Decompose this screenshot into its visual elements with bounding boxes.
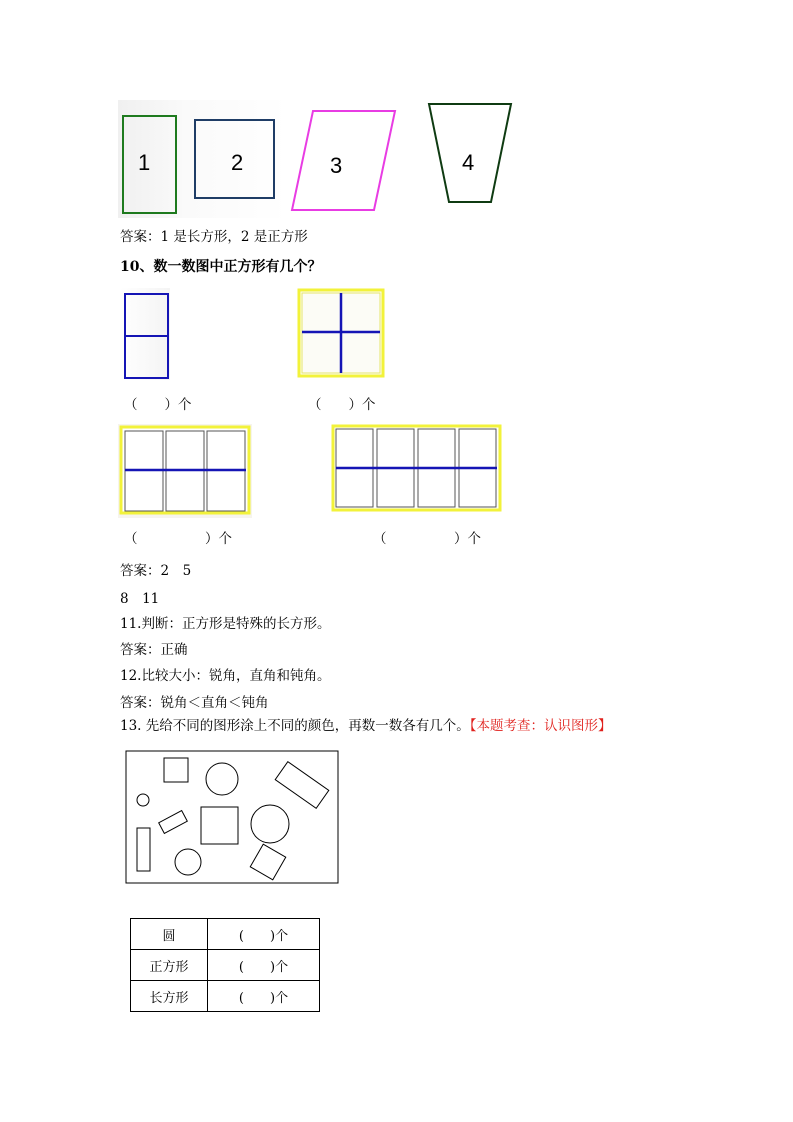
table-row [131,950,320,981]
small-square [164,758,188,782]
q11-answer: 答案：正确 [120,642,188,658]
table-row [131,981,320,1012]
q10-blank-c[interactable]: （ ）个 [124,531,232,547]
table-row [131,919,320,950]
q11-question: 11.判断：正方形是特殊的长方形。 [120,616,331,632]
q12-question: 12.比较大小：锐角，直角和钝角。 [120,668,331,684]
shape-3-parallelogram [292,111,395,210]
q9-shapes [118,98,538,218]
shape-name-cell: 长方形 [131,981,208,1012]
tilted-rectangle-large [275,762,329,809]
q10-figure-b [297,288,387,378]
q9-figure [118,98,538,218]
count-blank-cell[interactable]: ( )个 [208,950,320,981]
count-blank-cell[interactable]: ( )个 [208,919,320,950]
q10-figure-d [331,424,503,514]
circle-bottom [175,849,201,875]
q13-count-table [130,918,320,1012]
q10-blank-d[interactable]: （ ）个 [373,531,481,547]
circle-right [251,805,289,843]
circle-small [137,794,149,806]
tilted-square [250,844,286,880]
tilted-rectangle-small [159,811,188,834]
q10-title: 10、数一数图中正方形有几个？ [120,259,322,275]
shape-4-label: 4 [462,150,475,175]
q10-figure-a [124,292,174,382]
shape-name-cell: 正方形 [131,950,208,981]
q10-blank-a[interactable]: （ ）个 [124,397,192,413]
q13-shapes-figure [125,750,340,885]
q12-answer: 答案：锐角＜直角＜钝角 [120,695,269,711]
q10-answer-line2: 8 11 [120,591,160,607]
count-blank-cell[interactable]: ( )个 [208,981,320,1012]
center-square [201,807,238,844]
q13-topic-tag: 【本题考查：认识图形】 [469,718,612,734]
shape-name-cell: 圆 [131,919,208,950]
shape-3-label: 3 [330,153,343,178]
q13-question: 13. 先给不同的图形涂上不同的颜色，再数一数各有几个。 [120,718,470,734]
q10-blank-b[interactable]: （ ）个 [308,397,376,413]
q10-answer-line1: 答案：2 5 [120,563,192,579]
shape-2-label: 2 [231,150,244,175]
q9-answer: 答案：1 是长方形，2 是正方形 [120,229,308,245]
tall-rectangle [137,828,150,871]
q13-question-line [120,717,612,735]
circle-top [206,763,238,795]
shape-1-label: 1 [138,150,151,175]
q10-figure-c [118,424,253,519]
